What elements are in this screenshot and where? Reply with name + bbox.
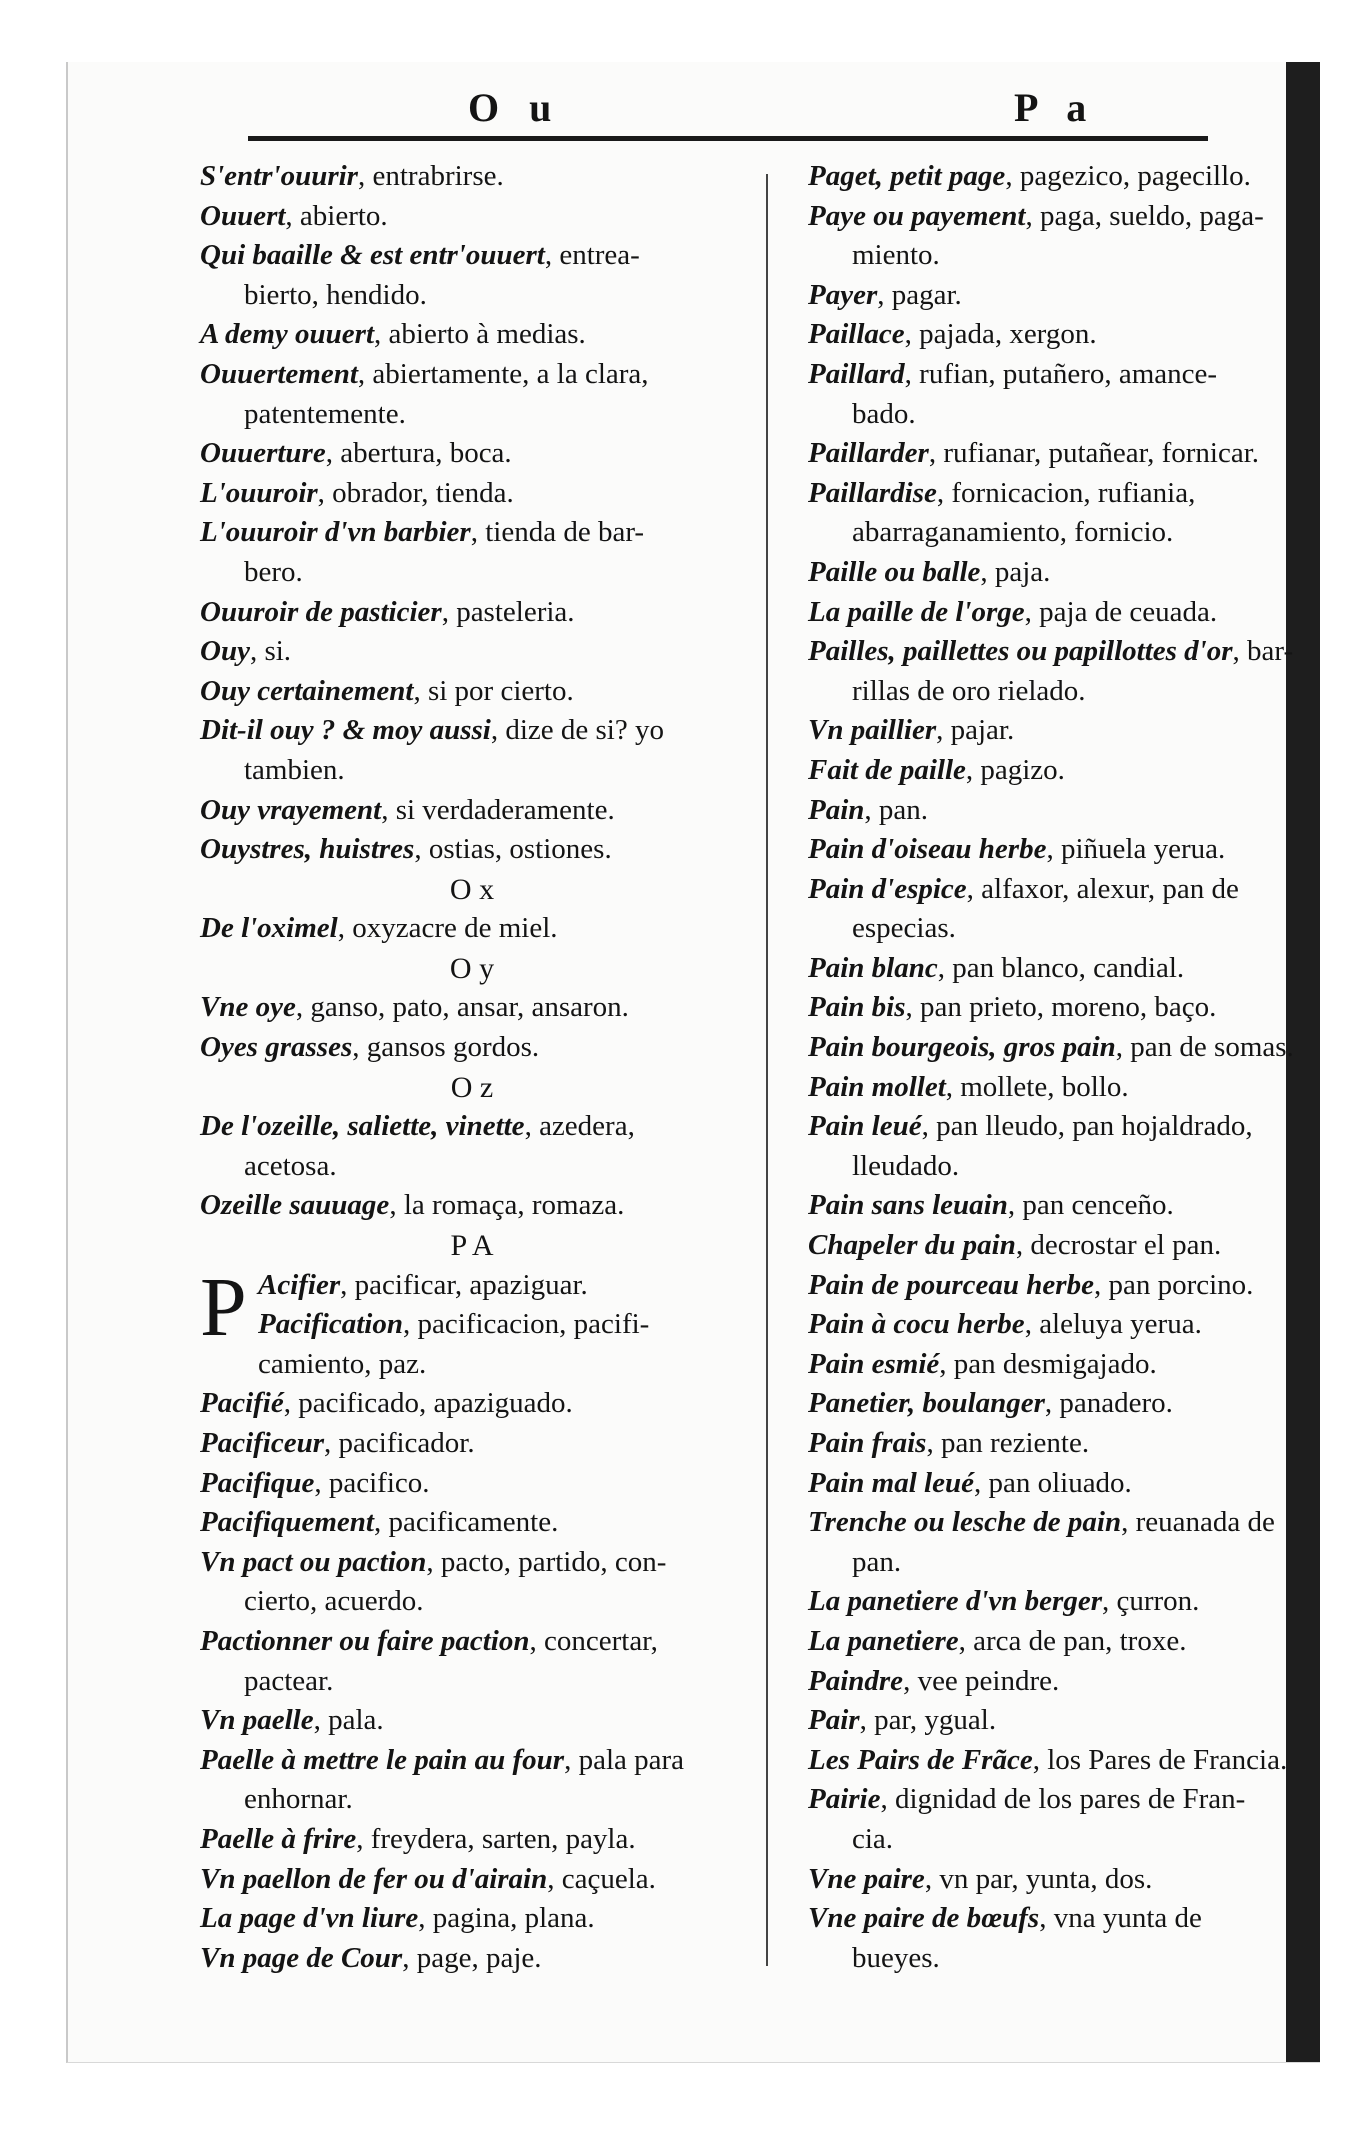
spanish-definition: , fornicacion, rufiania, <box>936 476 1196 509</box>
spanish-definition: , pan cenceño. <box>1007 1189 1174 1222</box>
dictionary-entry <box>808 1068 1280 1108</box>
dictionary-entry <box>808 988 1280 1028</box>
french-headword: Ouy vrayement <box>200 793 382 826</box>
spanish-definition: , pala. <box>313 1704 384 1737</box>
entry-continuation: tambien. <box>244 753 345 786</box>
dictionary-entry <box>200 791 744 831</box>
header-rule <box>248 136 1208 141</box>
french-headword: Paillardise <box>808 476 937 509</box>
dictionary-entry <box>808 791 1280 831</box>
spanish-definition: , pan lleudo, pan hojaldrado, <box>921 1110 1253 1143</box>
spanish-definition: , mollete, bollo. <box>945 1070 1129 1103</box>
spanish-definition: , piñuela yerua. <box>1046 833 1226 866</box>
spanish-definition: , panadero. <box>1044 1387 1173 1420</box>
right-column <box>808 157 1294 1978</box>
spanish-definition: , gansos gordos. <box>352 1031 540 1064</box>
french-headword: Pain bourgeois, gros pain <box>808 1031 1116 1064</box>
spanish-definition: , pacto, partido, con- <box>426 1545 667 1578</box>
french-headword: Pain leué <box>808 1110 922 1143</box>
entry-continuation: camiento, paz. <box>258 1347 427 1380</box>
french-headword: Ouy <box>200 635 250 668</box>
french-headword: Paelle à frire <box>200 1822 357 1855</box>
dictionary-entry <box>808 197 1280 237</box>
french-headword: Panetier, boulanger <box>808 1387 1045 1420</box>
french-headword: Pailles, paillettes ou papillottes d'or <box>808 635 1233 668</box>
dictionary-entry <box>808 355 1280 395</box>
french-headword: De l'oximel <box>200 912 338 945</box>
dictionary-entry <box>200 1701 744 1741</box>
spanish-definition: , obrador, tienda. <box>317 476 514 509</box>
dictionary-entry <box>200 1503 744 1543</box>
spanish-definition: , pacificar, apaziguar. <box>340 1268 588 1301</box>
french-headword: Ouy certainement <box>200 674 414 707</box>
spanish-definition: , rufianar, putañear, fornicar. <box>928 437 1260 470</box>
dictionary-entry <box>808 1662 1280 1702</box>
spanish-definition: , arca de pan, troxe. <box>958 1624 1187 1657</box>
dictionary-entry <box>808 1860 1280 1900</box>
french-headword: Pain frais <box>808 1427 927 1459</box>
spanish-definition: , pan desmigajado. <box>939 1347 1157 1380</box>
spanish-definition: , abierto à medias. <box>374 318 586 351</box>
spanish-definition: , si por cierto. <box>413 674 574 707</box>
entry-continuation: abarraganamiento, fornicio. <box>852 516 1174 549</box>
french-headword: Vn page de Cour <box>200 1941 403 1974</box>
spanish-definition: , pan prieto, moreno, baço. <box>905 991 1217 1024</box>
french-headword: Pain <box>808 793 865 826</box>
french-headword: Acifier <box>258 1268 341 1301</box>
french-headword: Paillarder <box>808 437 929 470</box>
french-headword: Ouuerture <box>200 437 326 470</box>
dictionary-entry <box>808 1028 1294 1068</box>
dictionary-entry <box>200 474 744 514</box>
entry-continuation: bero. <box>244 555 303 588</box>
spanish-definition: , oxyzacre de miel. <box>337 912 558 945</box>
spanish-definition: , pan porcino. <box>1093 1268 1254 1301</box>
dictionary-entry <box>200 1424 744 1464</box>
spanish-definition: , pagezico, pagecillo. <box>1005 160 1251 192</box>
dictionary-entry <box>200 830 744 870</box>
entry-continuation: lleudado. <box>852 1149 960 1182</box>
french-headword: Ouuroir de pasticier <box>200 595 442 628</box>
dictionary-entry <box>200 1860 744 1900</box>
dictionary-entry <box>808 1186 1280 1226</box>
french-headword: Pain sans leuain <box>808 1189 1008 1222</box>
french-headword: La page d'vn liure <box>200 1902 419 1935</box>
french-headword: Pain esmié <box>808 1347 940 1380</box>
spanish-definition: , si verdaderamente. <box>381 793 615 826</box>
spanish-definition: , pan. <box>864 793 929 826</box>
spanish-definition: , pacificado, apaziguado. <box>283 1387 573 1420</box>
dictionary-entry <box>808 1345 1280 1385</box>
dictionary-entry <box>200 711 744 751</box>
section-heading: O y <box>449 951 495 985</box>
spanish-definition: , la romaça, romaza. <box>389 1189 625 1222</box>
entry-continuation: especias. <box>852 912 956 945</box>
dictionary-entry <box>200 1305 744 1345</box>
spanish-definition: , pajada, xergon. <box>904 318 1097 351</box>
french-headword: Pain mollet <box>808 1070 946 1103</box>
dictionary-entry <box>200 1820 744 1860</box>
dictionary-entry <box>200 1741 744 1781</box>
spanish-definition: , abertura, boca. <box>325 437 512 470</box>
spanish-definition: , pacifico. <box>314 1466 430 1499</box>
spanish-definition: , pacificador. <box>324 1427 475 1459</box>
dictionary-entry <box>200 355 744 395</box>
french-headword: L'ouuroir d'vn barbier <box>200 516 471 549</box>
spanish-definition: , concertar, <box>529 1624 658 1657</box>
dictionary-entry <box>200 513 744 553</box>
spanish-definition: , azedera, <box>524 1110 635 1143</box>
entry-continuation: pan. <box>852 1545 902 1578</box>
dictionary-entry <box>200 434 744 474</box>
dictionary-entry <box>808 1384 1280 1424</box>
dictionary-entry <box>808 949 1280 989</box>
french-headword: Fait de paille <box>808 753 966 786</box>
dictionary-entry <box>200 672 744 712</box>
french-headword: S'entr'ouurir <box>200 160 358 192</box>
french-headword: Pain mal leué <box>808 1466 974 1499</box>
french-headword: Pacifiquement <box>200 1506 374 1539</box>
spanish-definition: , pagizo. <box>965 753 1065 786</box>
dictionary-entry <box>808 315 1280 355</box>
dictionary-entry <box>200 1622 744 1662</box>
french-headword: Paillace <box>808 318 905 351</box>
spanish-definition: , los Pares de Francia. <box>1032 1743 1288 1776</box>
dictionary-entry <box>200 1186 744 1226</box>
dictionary-entry <box>200 1464 744 1504</box>
spanish-definition: , alfaxor, alexur, pan de <box>966 872 1239 905</box>
dictionary-entry <box>808 1266 1280 1306</box>
spanish-definition: , vee peindre. <box>903 1664 1060 1697</box>
dictionary-entry <box>200 988 744 1028</box>
section-heading: P A <box>450 1229 494 1263</box>
spanish-definition: , entrea- <box>544 239 640 272</box>
entry-continuation: cierto, acuerdo. <box>244 1585 424 1618</box>
french-headword: Pairie <box>808 1783 881 1816</box>
spanish-definition: , decrostar el pan. <box>1015 1229 1222 1262</box>
french-headword: Paget, petit page <box>808 160 1006 192</box>
dictionary-entry <box>808 1780 1280 1820</box>
spanish-definition: , ostias, ostiones. <box>414 833 612 866</box>
french-headword: Trenche ou lesche de pain <box>808 1506 1122 1539</box>
dictionary-entry <box>808 1741 1288 1781</box>
french-headword: Paille ou balle <box>808 555 981 588</box>
entry-continuation: enhornar. <box>244 1783 353 1816</box>
drop-cap: P <box>200 1260 247 1354</box>
dictionary-entry <box>200 1028 744 1068</box>
dictionary-entry <box>200 632 744 672</box>
french-headword: Paindre <box>808 1664 904 1697</box>
french-headword: Dit-il ouy ? & moy aussi <box>200 714 491 747</box>
dictionary-entry <box>808 276 1280 316</box>
spanish-definition: , pala para <box>564 1743 685 1776</box>
french-headword: L'ouuroir <box>200 476 318 509</box>
french-headword: Ozeille sauuage <box>200 1189 390 1222</box>
dictionary-entry <box>808 474 1280 514</box>
spanish-definition: , ganso, pato, ansar, ansaron. <box>295 991 629 1024</box>
spanish-definition: , freydera, sarten, payla. <box>356 1822 636 1855</box>
dictionary-entry <box>808 157 1280 197</box>
french-headword: Pain blanc <box>808 951 938 984</box>
dictionary-entry <box>200 315 744 355</box>
dictionary-entry <box>200 1107 744 1147</box>
french-headword: La panetiere d'vn berger <box>808 1585 1102 1618</box>
section-heading: O x <box>449 872 495 906</box>
dictionary-entry <box>200 1939 744 1979</box>
spanish-definition: , aleluya yerua. <box>1024 1308 1202 1341</box>
spanish-definition: , reuanada de <box>1121 1506 1275 1539</box>
dictionary-entry <box>808 711 1280 751</box>
spanish-definition: , vna yunta de <box>1039 1902 1202 1935</box>
dictionary-entry <box>808 632 1294 672</box>
spanish-definition: , entrabrirse. <box>357 160 504 192</box>
entry-continuation: bado. <box>852 397 916 430</box>
dictionary-entry <box>200 1899 744 1939</box>
spanish-definition: , pajar. <box>936 714 1015 747</box>
spanish-definition: , pan blanco, candial. <box>937 951 1185 984</box>
french-headword: Paye ou payement <box>808 199 1026 232</box>
dictionary-entry <box>808 1582 1280 1622</box>
dictionary-entry <box>808 1305 1280 1345</box>
spanish-definition: , par, ygual. <box>859 1704 997 1737</box>
french-headword: Pain bis <box>808 991 906 1024</box>
dictionary-entry <box>200 1384 744 1424</box>
french-headword: De l'ozeille, saliette, vinette <box>200 1110 525 1143</box>
spanish-definition: , paga, sueldo, paga- <box>1025 199 1264 232</box>
spanish-definition: , pan de somas. <box>1115 1031 1294 1064</box>
spanish-definition: , rufian, putañero, amance- <box>904 357 1218 390</box>
spanish-definition: , pasteleria. <box>441 595 575 628</box>
dictionary-entry <box>200 1543 744 1583</box>
entry-continuation: bierto, hendido. <box>244 278 427 311</box>
dictionary-page <box>66 62 1320 2063</box>
dictionary-entry <box>808 1464 1280 1504</box>
spanish-definition: , pagar. <box>877 278 962 311</box>
spanish-definition: , abiertamente, a la clara, <box>357 357 649 390</box>
dictionary-entry <box>808 1226 1280 1266</box>
dictionary-entry <box>808 830 1280 870</box>
french-headword: Ouuert <box>200 199 286 232</box>
french-headword: Vn paillier <box>808 714 937 747</box>
french-headword: Pain de pourceau herbe <box>808 1268 1094 1301</box>
entry-continuation: cia. <box>852 1822 894 1855</box>
dictionary-entry <box>200 157 744 197</box>
french-headword: Payer <box>808 278 878 311</box>
spanish-definition: , pan oliuado. <box>973 1466 1132 1499</box>
spanish-definition: , pagina, plana. <box>418 1902 595 1935</box>
column-divider <box>766 174 768 1966</box>
dictionary-entry <box>200 593 744 633</box>
spanish-definition: , caçuela. <box>547 1862 656 1895</box>
dictionary-entry <box>808 1899 1280 1939</box>
dictionary-entry <box>200 909 744 949</box>
french-headword: A demy ouuert <box>200 318 375 351</box>
french-headword: Pacifié <box>200 1387 284 1420</box>
dictionary-entry <box>808 1107 1280 1147</box>
entry-continuation: bueyes. <box>852 1941 940 1974</box>
dictionary-entry <box>808 1701 1280 1741</box>
section-heading: O z <box>450 1070 494 1104</box>
french-headword: Ouystres, huistres <box>200 833 415 866</box>
dictionary-entry <box>200 236 744 276</box>
spanish-definition: , pacificacion, pacifi- <box>402 1308 650 1341</box>
french-headword: Les Pairs de Frãce <box>808 1743 1033 1776</box>
french-headword: Chapeler du pain <box>808 1229 1016 1262</box>
french-headword: Pacificeur <box>200 1427 325 1459</box>
spanish-definition: , page, paje. <box>402 1941 542 1974</box>
french-headword: Pain à cocu herbe <box>808 1308 1025 1341</box>
dictionary-entry <box>200 197 744 237</box>
spanish-definition: , paja. <box>980 555 1051 588</box>
spanish-definition: , tienda de bar- <box>470 516 645 549</box>
entry-continuation: acetosa. <box>244 1149 337 1182</box>
french-headword: Pain d'espice <box>808 872 967 905</box>
french-headword: Pair <box>808 1704 860 1737</box>
spanish-definition: , si. <box>249 635 292 668</box>
left-column <box>200 157 744 1978</box>
dictionary-entry <box>808 870 1280 910</box>
spanish-definition: , paja de ceuada. <box>1024 595 1218 628</box>
french-headword: Vn paellon de fer ou d'airain <box>200 1862 548 1895</box>
french-headword: Oyes grasses <box>200 1031 353 1064</box>
french-headword: Vne paire <box>808 1862 925 1895</box>
french-headword: Paelle à mettre le pain au four <box>200 1743 565 1776</box>
dictionary-entry <box>808 751 1280 791</box>
spanish-definition: , dignidad de los pares de Fran- <box>880 1783 1246 1816</box>
running-head-left: O u <box>468 85 562 130</box>
entry-continuation: rillas de oro rielado. <box>852 674 1086 707</box>
french-headword: Vn paelle <box>200 1704 314 1737</box>
french-headword: Pactionner ou faire paction <box>200 1624 530 1657</box>
french-headword: La panetiere <box>808 1624 959 1657</box>
french-headword: La paille de l'orge <box>808 595 1025 628</box>
french-headword: Vne paire de bœufs <box>808 1902 1040 1935</box>
french-headword: Pacifique <box>200 1466 315 1499</box>
entry-continuation: pactear. <box>244 1664 334 1697</box>
french-headword: Qui baaille & est entr'ouuert <box>200 239 545 272</box>
dictionary-entry <box>808 593 1280 633</box>
spanish-definition: , vn par, yunta, dos. <box>924 1862 1153 1895</box>
dictionary-entry <box>808 1424 1280 1464</box>
french-headword: Vn pact ou paction <box>200 1545 427 1578</box>
entry-continuation: patentemente. <box>244 397 406 430</box>
dictionary-entry <box>808 553 1280 593</box>
spanish-definition: , çurron. <box>1101 1585 1200 1618</box>
french-headword: Vne oye <box>200 991 296 1024</box>
french-headword: Paillard <box>808 357 905 390</box>
spanish-definition: , pan reziente. <box>926 1427 1090 1459</box>
spanish-definition: , pacificamente. <box>373 1506 559 1539</box>
french-headword: Pacification <box>258 1308 403 1341</box>
dictionary-entry <box>808 434 1280 474</box>
dictionary-entry <box>808 1622 1280 1662</box>
dictionary-entry <box>808 1503 1280 1543</box>
spanish-definition: , dize de si? yo <box>490 714 664 747</box>
french-headword: Ouuertement <box>200 357 358 390</box>
entry-continuation: miento. <box>852 239 940 272</box>
french-headword: Pain d'oiseau herbe <box>808 833 1047 866</box>
spanish-definition: , abierto. <box>285 199 388 232</box>
running-head-right: P a <box>1014 85 1097 130</box>
spanish-definition: , bar- <box>1232 635 1294 668</box>
